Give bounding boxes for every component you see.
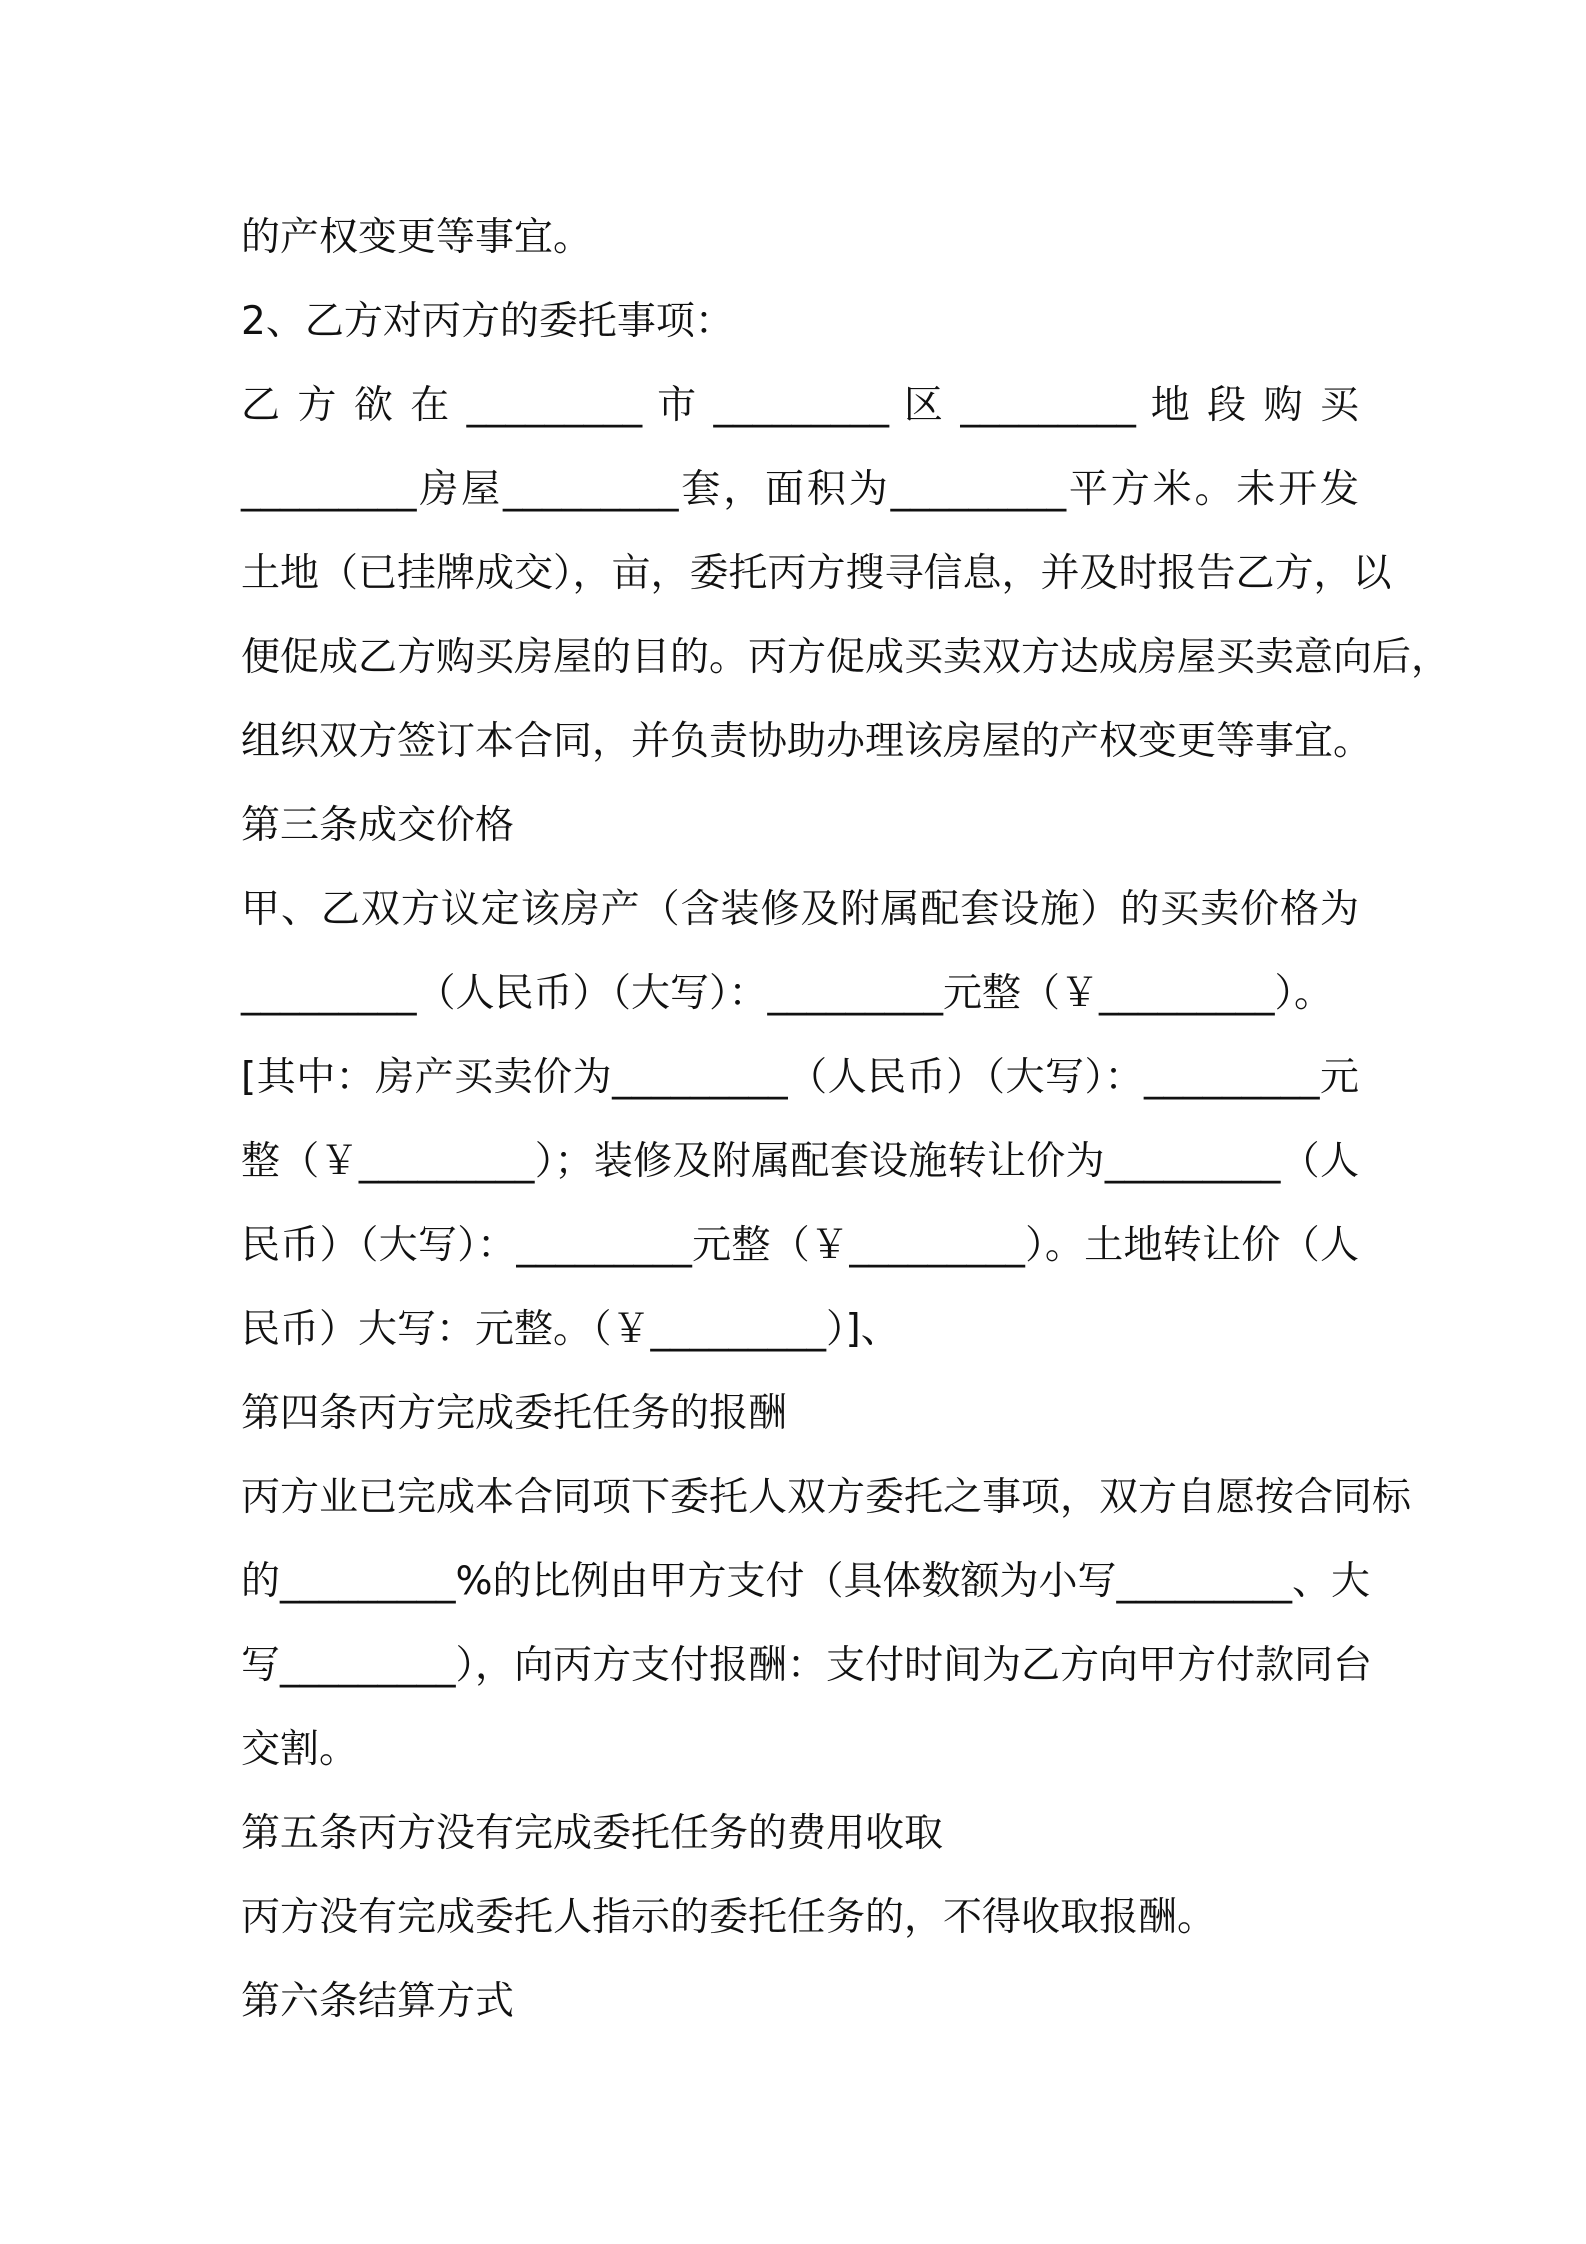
- text-line: 整（￥_________）；装修及附属配套设施转让价为_________（人: [241, 1139, 1359, 1184]
- text-line: 甲、乙双方议定该房产（含装修及附属配套设施）的买卖价格为: [241, 887, 1359, 932]
- text-line: [其中：房产买卖价为_________（人民币）（大写）：_________元: [241, 1055, 1359, 1100]
- text-line: 民币）大写：元整。（￥_________）]、: [241, 1307, 900, 1352]
- text-line: 土地（已挂牌成交），亩，委托丙方搜寻信息，并及时报告乙方，以: [241, 551, 1392, 596]
- text-line: 丙方业已完成本合同项下委托人双方委托之事项，双方自愿按合同标: [241, 1475, 1412, 1520]
- document-body: [241, 196, 1451, 2044]
- text-line: 组织双方签订本合同，并负责协助办理该房屋的产权变更等事宜。: [241, 719, 1373, 764]
- section-heading: 第四条丙方完成委托任务的报酬: [241, 1391, 788, 1436]
- text-line: 写_________），向丙方支付报酬：支付时间为乙方向甲方付款同台: [241, 1643, 1373, 1688]
- text-line: _________（人民币）（大写）：_________元整（￥_________）。: [241, 971, 1334, 1016]
- text-line: 丙方没有完成委托人指示的委托任务的，不得收取报酬。: [241, 1895, 1217, 1940]
- text-line: 便促成乙方购买房屋的目的。丙方促成买卖双方达成房屋买卖意向后，: [241, 635, 1451, 680]
- text-line: 交割。: [241, 1727, 359, 1772]
- section-heading: 第六条结算方式: [241, 1979, 515, 2024]
- text-line: _________房屋_________套，面积为_________平方米。未开发: [241, 467, 1359, 512]
- text-line: 民币）（大写）：_________元整（￥_________）。土地转让价（人: [241, 1223, 1359, 1268]
- text-line: 的_________%的比例由甲方支付（具体数额为小写_________、大: [241, 1559, 1371, 1604]
- text-line: 乙 方 欲 在 _________ 市 _________ 区 _________ 地 段 购 买: [241, 383, 1359, 428]
- section-heading: 第五条丙方没有完成委托任务的费用收取: [241, 1811, 944, 1856]
- section-heading: 第三条成交价格: [241, 803, 515, 848]
- text-line: 的产权变更等事宜。: [241, 215, 593, 260]
- text-line: 2、乙方对丙方的委托事项：: [241, 299, 734, 344]
